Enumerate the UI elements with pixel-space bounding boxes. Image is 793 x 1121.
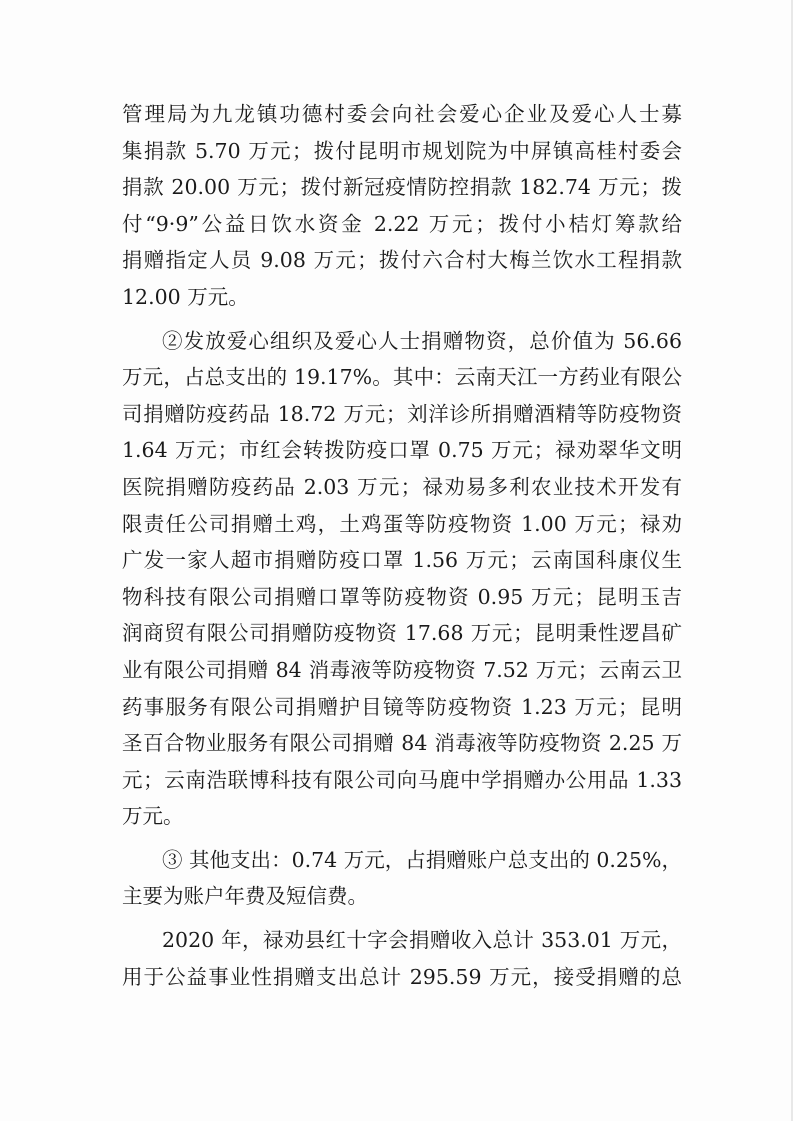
text-line: 限责任公司捐赠土鸡，土鸡蛋等防疫物资 1.00 万元；禄劝 — [122, 511, 682, 536]
text-line: 捐款 20.00 万元；拨付新冠疫情防控捐款 182.74 万元；拨 — [122, 175, 682, 200]
text-line: 万元，占总支出的 19.17%。其中：云南天江一方药业有限公 — [122, 365, 682, 390]
text-line: 业有限公司捐赠 84 消毒液等防疫物资 7.52 万元；云南云卫 — [122, 657, 682, 682]
paragraph-allocations — [122, 96, 682, 316]
text-line: 1.64 万元；市红会转拨防疫口罩 0.75 万元；禄劝翠华文明 — [122, 438, 682, 463]
text-line: 药事服务有限公司捐赠护目镜等防疫物资 1.23 万元；昆明 — [122, 694, 682, 719]
text-line: ②发放爱心组织及爱心人士捐赠物资，总价值为 56.66 — [162, 328, 682, 353]
paragraph-annual-summary — [122, 922, 682, 995]
text-line: 广发一家人超市捐赠防疫口罩 1.56 万元；云南国科康仪生 — [122, 548, 682, 573]
text-line: 付“9·9”公益日饮水资金 2.22 万元；拨付小桔灯筹款给 — [122, 211, 682, 236]
paragraph-spacer — [122, 316, 682, 323]
text-line: 万元。 — [122, 804, 184, 829]
text-line: 物科技有限公司捐赠口罩等防疫物资 0.95 万元；昆明玉吉 — [122, 584, 682, 609]
text-line: 2020 年，禄劝县红十字会捐赠收入总计 353.01 万元， — [162, 928, 682, 953]
text-line: 管理局为九龙镇功德村委会向社会爱心企业及爱心人士募 — [122, 102, 682, 126]
paragraph-material-donations — [122, 323, 682, 835]
paragraph-spacer — [122, 835, 682, 842]
text-line: 捐赠指定人员 9.08 万元；拨付六合村大梅兰饮水工程捐款 — [122, 248, 682, 273]
text-line: 12.00 万元。 — [122, 284, 249, 309]
text-line: 润商贸有限公司捐赠防疫物资 17.68 万元；昆明秉性逻昌矿 — [122, 621, 682, 646]
text-line: 医院捐赠防疫药品 2.03 万元；禄劝易多利农业技术开发有 — [122, 474, 682, 499]
paragraph-spacer — [122, 915, 682, 922]
text-line: 司捐赠防疫药品 18.72 万元；刘洋诊所捐赠酒精等防疫物资 — [122, 401, 682, 426]
paragraph-other-expenses — [122, 842, 682, 915]
body-text — [122, 96, 682, 995]
text-line: 集捐款 5.70 万元；拨付昆明市规划院为中屏镇高桂村委会 — [122, 138, 682, 163]
text-line: 圣百合物业服务有限公司捐赠 84 消毒液等防疫物资 2.25 万 — [122, 731, 682, 756]
text-line: 主要为账户年费及短信费。 — [122, 884, 368, 909]
text-line: 元；云南浩联博科技有限公司向马鹿中学捐赠办公用品 1.33 — [122, 767, 682, 792]
text-line: ③ 其他支出：0.74 万元，占捐赠账户总支出的 0.25%， — [162, 847, 682, 872]
text-line: 用于公益事业性捐赠支出总计 295.59 万元，接受捐赠的总 — [122, 964, 682, 989]
